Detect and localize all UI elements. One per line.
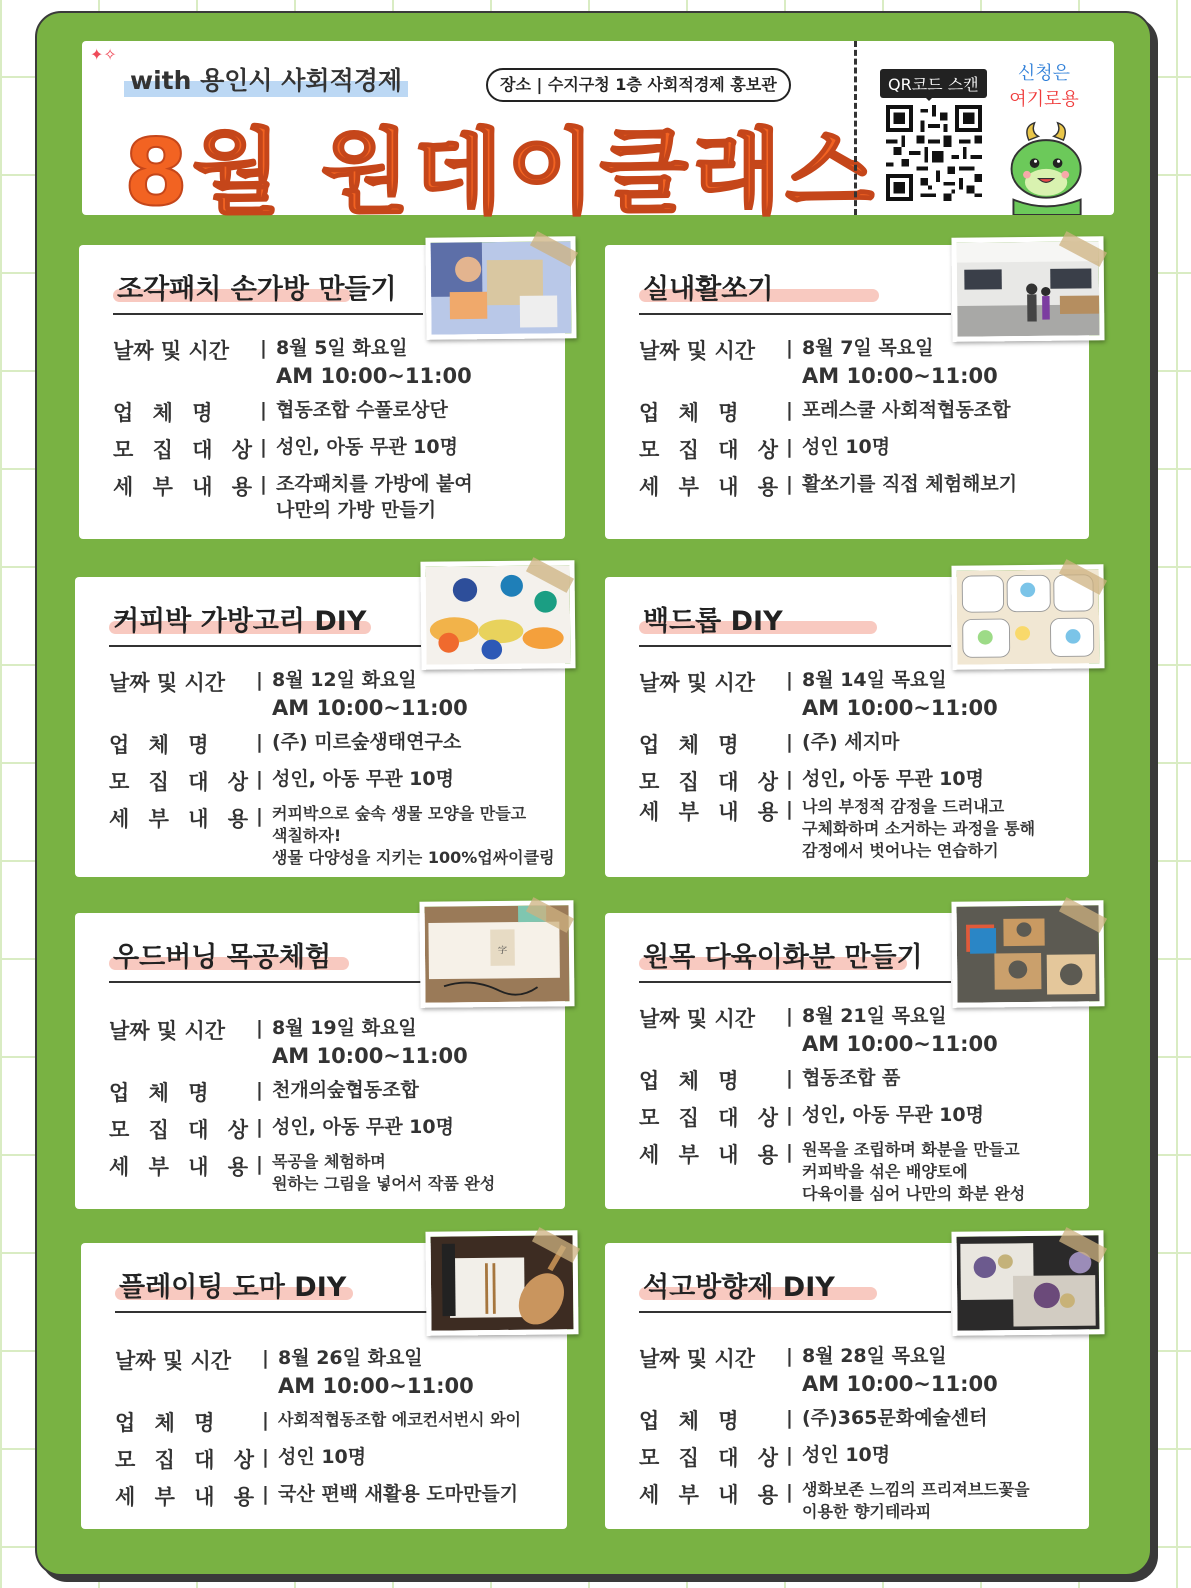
class-card-8: 석고방향제 DIY 날짜 및 시간 | 8월 28일 목요일 AM 10:00~11:00 업 체 명 | (주)365문화예술센터 모 집 대 상 | 성인 10명 세 부 내 용 | 생화보존 느낌의 프리져브드꽃을 이용한 향기테라피 xyxy=(605,1243,1089,1529)
class-title: 석고방향제 DIY xyxy=(643,1272,835,1303)
class-title: 실내활쏘기 xyxy=(643,274,774,305)
class-date: 8월 7일 목요일 xyxy=(802,337,934,359)
class-details: 조각패치를 가방에 붙여 나만의 가방 만들기 xyxy=(276,473,473,521)
class-details: 목공을 체험하며 원하는 그림을 넣어서 작품 완성 xyxy=(272,1152,496,1193)
class-date: 8월 21일 목요일 xyxy=(802,1005,947,1027)
page-title: 8월 원데이클래스 xyxy=(124,119,879,226)
class-card-6: 원목 다육이화분 만들기 날짜 및 시간 | 8월 21일 목요일 AM 10:00~11:00 업 체 명 | 협동조합 품 모 집 대 상 | 성인, 아동 무관 10명 세 부 내 용 | 원목을 조립하며 화분을 만들고 커피박을 섞은 배양토에 다육이를 심어 나만의 화분 완성 xyxy=(605,913,1089,1209)
class-time: AM 10:00~11:00 xyxy=(802,1032,998,1056)
class-date: 8월 26일 화요일 xyxy=(278,1347,423,1369)
class-target: 성인, 아동 무관 10명 xyxy=(272,768,454,790)
class-company: 사회적협동조합 에코컨서번시 와이 xyxy=(278,1410,521,1429)
class-company: 천개의숲협동조합 xyxy=(272,1079,419,1101)
class-title: 백드롭 DIY xyxy=(643,606,783,637)
class-time: AM 10:00~11:00 xyxy=(802,696,998,720)
svg-text:字: 字 xyxy=(497,945,508,957)
class-target: 성인, 아동 무관 10명 xyxy=(802,1104,984,1126)
class-date: 8월 28일 목요일 xyxy=(802,1345,947,1367)
class-target: 성인, 아동 무관 10명 xyxy=(272,1116,454,1138)
class-company: (주)365문화예술센터 xyxy=(802,1407,988,1429)
subtitle-with: with 용인시 사회적경제 xyxy=(124,61,408,97)
class-target: 성인 10명 xyxy=(802,436,891,458)
class-title: 커피박 가방고리 DIY xyxy=(113,606,367,637)
sparkle-icon: ✦✧ xyxy=(90,45,117,64)
class-details: 나의 부정적 감정을 드러내고 구체화하며 소거하는 과정을 통해 감정에서 벗어나는 연습하기 xyxy=(802,797,1036,860)
class-title: 조각패치 손가방 만들기 xyxy=(117,274,397,305)
class-date: 8월 14일 목요일 xyxy=(802,669,947,691)
class-card-4: 백드롭 DIY 날짜 및 시간 | 8월 14일 목요일 AM 10:00~11:00 업 체 명 | (주) 세지마 모 집 대 상 | 성인, 아동 무관 10명 세 부 내 용 | 나의 부정적 감정을 드러내고 구체화하며 소거하는 과정을 통해 감정에서 벗어나는 연습하기 xyxy=(605,577,1089,877)
class-details: 원목을 조립하며 화분을 만들고 커피박을 섞은 배양토에 다육이를 심어 나만의 화분 완성 xyxy=(802,1140,1026,1203)
place-badge: 장소 | 수지구청 1층 사회적경제 홍보관 xyxy=(486,68,791,102)
class-details: 국산 편백 새활용 도마만들기 xyxy=(278,1483,519,1505)
class-company: (주) 미르숲생태연구소 xyxy=(272,731,462,753)
apply-here-note: 신청은 여기로용 xyxy=(1009,63,1079,110)
class-card-7: 플레이팅 도마 DIY 날짜 및 시간 | 8월 26일 화요일 AM 10:00~11:00 업 체 명 | 사회적협동조합 에코컨서번시 와이 모 집 대 상 | 성인 10명 세 부 내 용 | 국산 편백 새활용 도마만들기 xyxy=(81,1243,567,1529)
class-company: 협동조합 품 xyxy=(802,1067,901,1089)
class-title: 원목 다육이화분 만들기 xyxy=(643,942,923,973)
class-time: AM 10:00~11:00 xyxy=(278,1374,474,1398)
qr-label: QR코드 스캔 xyxy=(880,69,987,98)
class-card-3: 커피박 가방고리 DIY 날짜 및 시간 | 8월 12일 화요일 AM 10:00~11:00 업 체 명 | (주) 미르숲생태연구소 모 집 대 상 | 성인, 아동 무관 10명 세 부 내 용 | 커피박으로 숲속 생물 모양을 만들고 색칠하자! 생물 다양성을 지키는 100%업싸이클링 xyxy=(75,577,565,877)
class-time: AM 10:00~11:00 xyxy=(276,364,472,388)
class-card-5: 우드버닝 목공체험 날짜 및 시간 | 8월 19일 화요일 AM 10:00~11:00 업 체 명 | 천개의숲협동조합 모 집 대 상 | 성인, 아동 무관 10명 세 부 내 용 | 목공을 체험하며 원하는 그림을 넣어서 작품 완성 字 xyxy=(75,913,565,1209)
class-details: 생화보존 느낌의 프리져브드꽃을 이용한 향기테라피 xyxy=(802,1480,1030,1521)
class-company: (주) 세지마 xyxy=(802,731,900,753)
class-target: 성인 10명 xyxy=(278,1446,367,1468)
dragon-mascot-icon xyxy=(1000,119,1096,215)
class-card-1: 조각패치 손가방 만들기 날짜 및 시간 | 8월 5일 화요일 AM 10:00~11:00 업 체 명 | 협동조합 수풀로상단 모 집 대 상 | 성인, 아동 무관 10명 세 부 내 용 | 조각패치를 가방에 붙여 나만의 가방 만들기 xyxy=(79,245,565,539)
class-details: 커피박으로 숲속 생물 모양을 만들고 색칠하자! 생물 다양성을 지키는 100%업싸이클링 xyxy=(272,804,555,867)
class-time: AM 10:00~11:00 xyxy=(272,1044,468,1068)
class-target: 성인, 아동 무관 10명 xyxy=(276,436,458,458)
class-card-2: 실내활쏘기 날짜 및 시간 | 8월 7일 목요일 AM 10:00~11:00 업 체 명 | 포레스쿨 사회적협동조합 모 집 대 상 | 성인 10명 세 부 내 용 | 활쏘기를 직접 체험해보기 xyxy=(605,245,1089,539)
class-date: 8월 12일 화요일 xyxy=(272,669,417,691)
class-target: 성인, 아동 무관 10명 xyxy=(802,768,984,790)
class-date: 8월 5일 화요일 xyxy=(276,337,408,359)
dashed-divider xyxy=(854,41,857,215)
class-title: 우드버닝 목공체험 xyxy=(113,942,332,973)
class-time: AM 10:00~11:00 xyxy=(802,364,998,388)
class-date: 8월 19일 화요일 xyxy=(272,1017,417,1039)
class-details: 활쏘기를 직접 체험해보기 xyxy=(802,473,1018,495)
class-time: AM 10:00~11:00 xyxy=(802,1372,998,1396)
class-time: AM 10:00~11:00 xyxy=(272,696,468,720)
class-title: 플레이팅 도마 DIY xyxy=(119,1272,347,1303)
class-company: 포레스쿨 사회적협동조합 xyxy=(802,399,1011,421)
class-target: 성인 10명 xyxy=(802,1444,891,1466)
qr-code[interactable] xyxy=(886,105,982,201)
poster-header xyxy=(82,41,1114,226)
class-company: 협동조합 수풀로상단 xyxy=(276,399,448,421)
